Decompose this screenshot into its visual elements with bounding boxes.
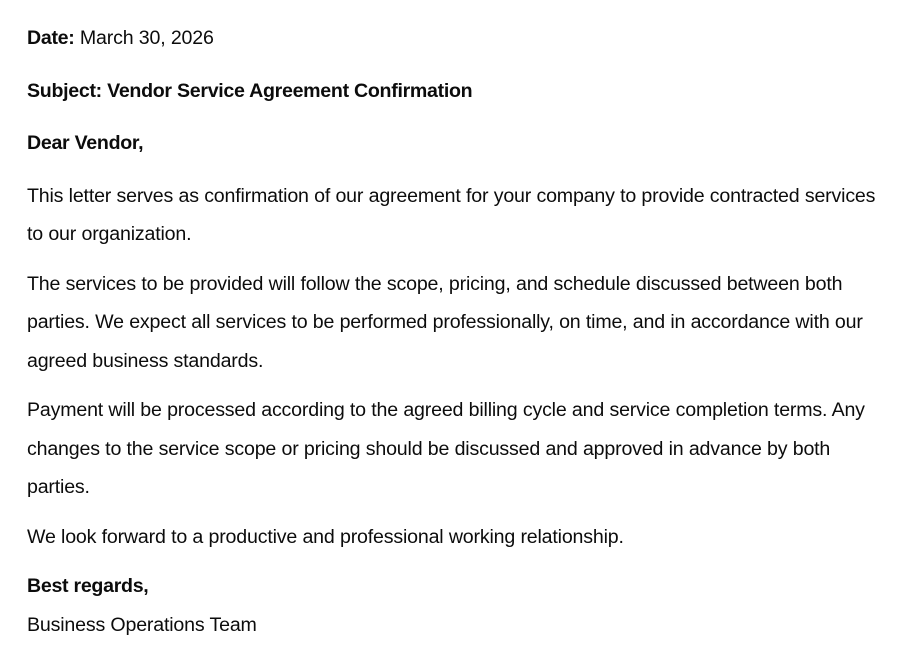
body-paragraph-1: This letter serves as confirmation of our agreement for your company to provide contracted services to our organization. — [27, 184, 876, 245]
signature-block — [27, 567, 878, 644]
subject-line: Subject: Vendor Service Agreement Confirmation — [27, 79, 473, 102]
body-paragraph-3: Payment will be processed according to the agreed billing cycle and service completion terms. Any changes to the service scope or pricing should be discussed and approved in advance by both parties. — [27, 399, 865, 498]
body-paragraph-4: We look forward to a productive and professional working relationship. — [27, 525, 624, 548]
body-paragraph-2: The services to be provided will follow the scope, pricing, and schedule discussed between both parties. We expect all services to be performed professionally, on time, and in accordance with our agreed business standards. — [27, 272, 863, 372]
closing-salutation: Best regards, — [27, 575, 149, 597]
date-value: March 30, 2026 — [79, 27, 214, 49]
date-label: Date: — [27, 27, 75, 49]
signature-name: Business Operations Team — [27, 613, 257, 636]
date-line — [27, 19, 878, 58]
salutation: Dear Vendor, — [27, 132, 144, 154]
